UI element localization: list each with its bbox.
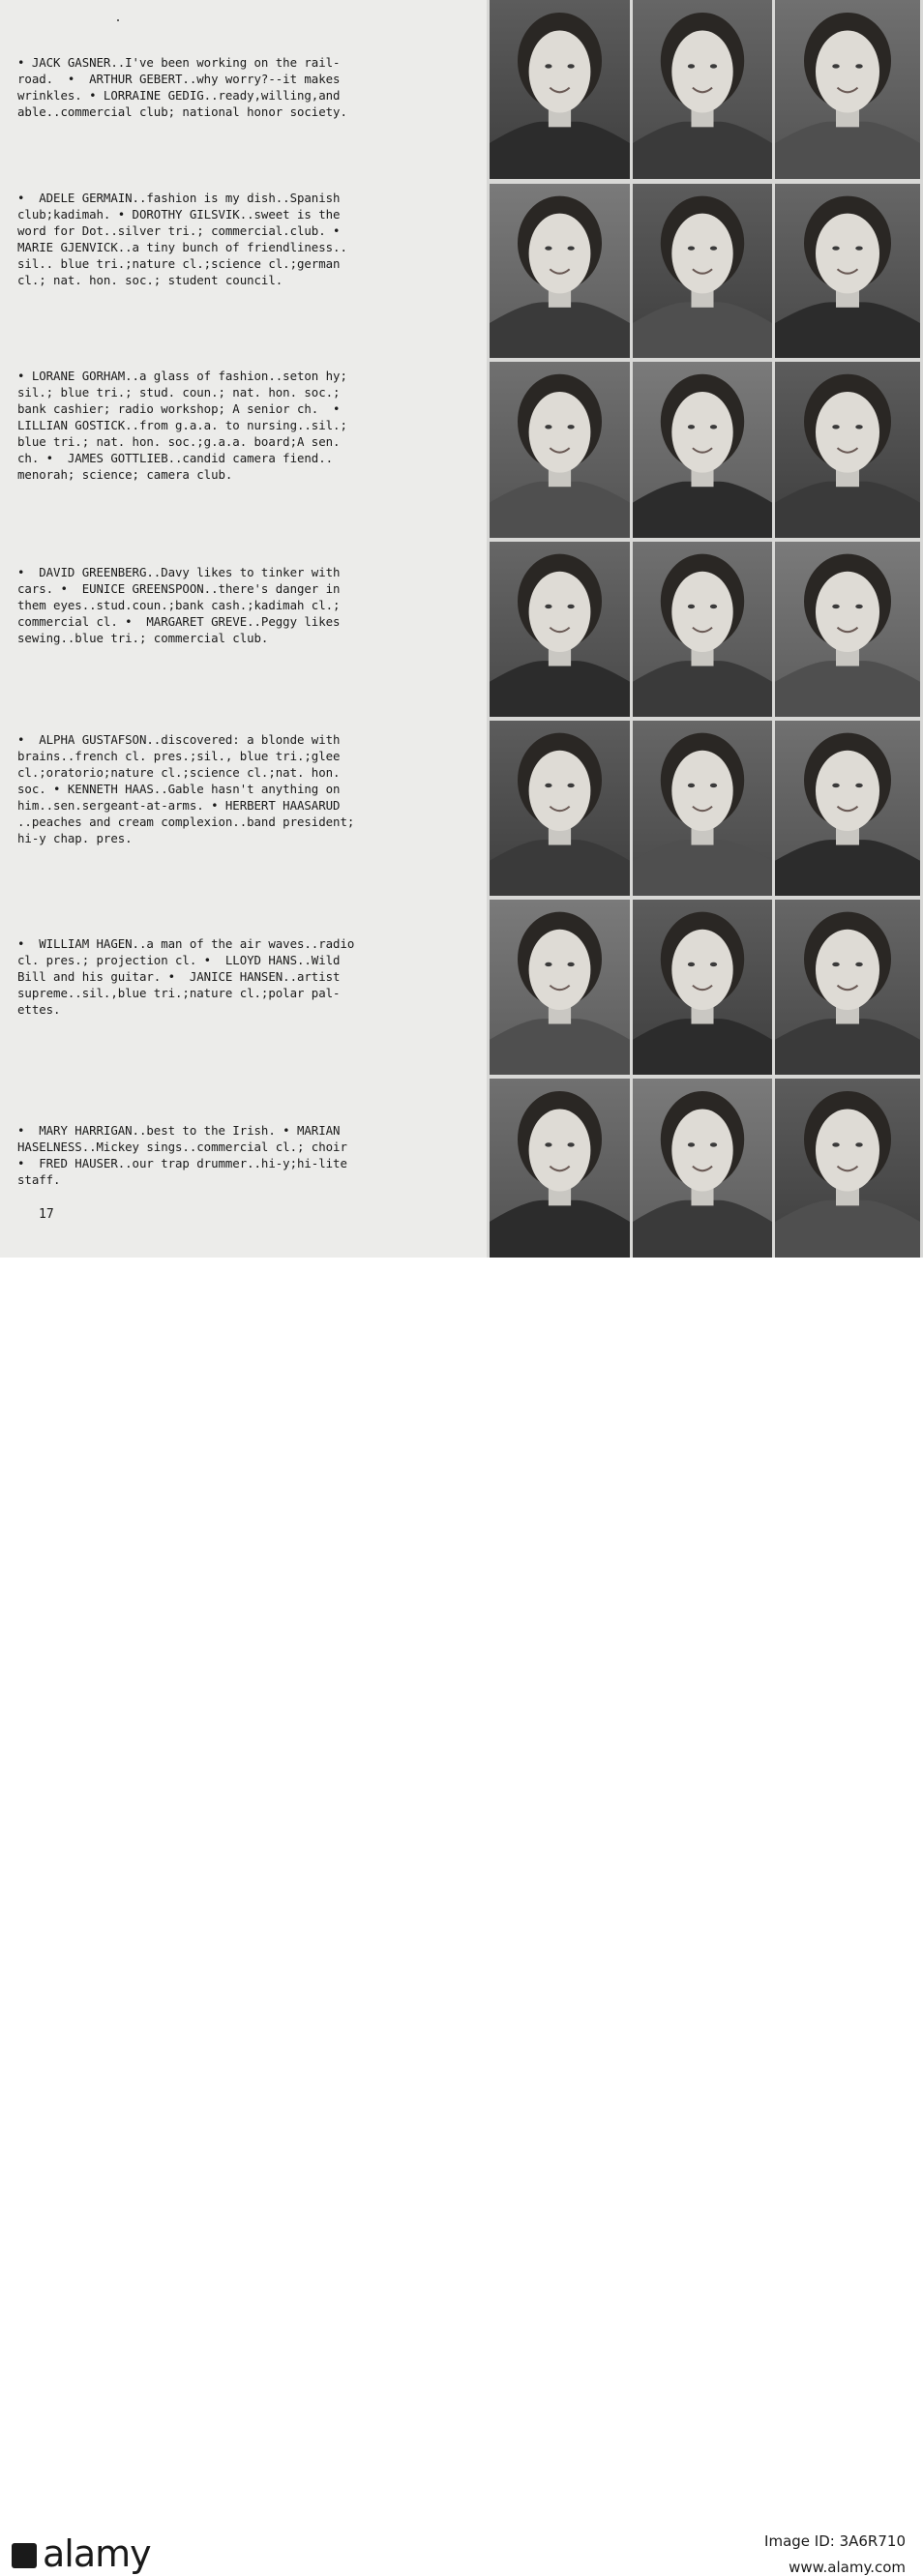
entry-line: MARIE GJENVICK..a tiny bunch of friendliness.. [17,240,347,254]
entry-line: • FRED HAUSER..our trap drummer..hi-y;hi-lite [17,1156,347,1170]
portrait-eye [688,64,695,68]
portrait-eye [832,962,840,966]
portrait-jack-gasner [490,0,630,179]
entry-line: ch. • JAMES GOTTLIEB..candid camera fiend.. [17,451,334,465]
portrait-dorothy-gilsvik [633,184,772,358]
portrait-shoulders [775,122,920,179]
page-number: 17 [39,1207,54,1222]
portrait-shoulders [775,1200,920,1258]
portrait-face [529,751,591,831]
portrait-eye [855,246,863,250]
portrait-face [671,1109,732,1191]
portrait-eye [688,246,695,250]
portrait-eye [545,64,551,68]
portrait-lillian-gostick [633,362,772,538]
entry-line: blue tri.; nat. hon. soc.;g.a.a. board;A sen. [17,434,341,449]
portrait-james-gottlieb [775,362,920,538]
portrait-eye [567,1142,574,1146]
portrait-mary-harrigan [490,1079,630,1258]
portrait-marian-haselness [633,1079,772,1258]
portrait-shoulders [490,122,630,179]
portrait-eye [545,962,551,966]
portrait-silhouette [633,721,772,896]
portrait-shoulders [775,840,920,896]
portrait-shoulders [490,840,630,896]
portrait-face [816,1109,879,1191]
portrait-eye [545,246,551,250]
entry-line: wrinkles. • LORRAINE GEDIG..ready,willing,and [17,88,341,103]
entry-block [17,54,464,120]
entry-line: sil.; blue tri.; stud. coun.; nat. hon. soc.; [17,385,341,400]
portrait-eye [688,605,695,608]
portrait-shoulders [775,1019,920,1075]
image-id: Image ID: 3A6R710 [764,2532,906,2550]
entry-line: hi-y chap. pres. [17,831,133,845]
portrait-shoulders [490,1019,630,1075]
portrait-face [671,214,732,294]
entry-block [17,935,464,1018]
portrait-eye [855,1142,863,1146]
portrait-eye [567,246,574,250]
entry-line: • ALPHA GUSTAFSON..discovered: a blonde with [17,732,341,747]
portrait-eye [710,246,717,250]
portrait-eye [710,962,717,966]
portrait-janice-hansen [775,900,920,1075]
portrait-face [671,930,732,1010]
entry-line: him..sen.sergeant-at-arms. • HERBERT HAASARUD [17,798,341,813]
yearbook-page [0,0,923,1258]
entry-line: brains..french cl. pres.;sil., blue tri.;glee [17,749,341,763]
portrait-eye [832,1142,840,1146]
portrait-shoulders [490,661,630,717]
portrait-silhouette [775,900,920,1075]
portrait-kenneth-haas [633,721,772,896]
portrait-eye [855,784,863,787]
portrait-eye [832,605,840,608]
portrait-silhouette [775,1079,920,1258]
site-url: www.alamy.com [789,2559,906,2576]
entry-block [17,731,464,846]
portrait-eye [855,605,863,608]
portrait-face [529,1109,591,1191]
entry-line: word for Dot..silver tri.; commercial.club. • [17,223,341,238]
alamy-logo-mark [12,2543,37,2568]
portrait-eye [855,425,863,429]
portrait-shoulders [490,482,630,538]
portrait-eye [855,64,863,68]
portrait-lorraine-gedig [775,0,920,179]
portrait-eye [567,784,574,787]
portrait-fred-hauser [775,1079,920,1258]
portrait-eye [710,1142,717,1146]
portrait-silhouette [633,900,772,1075]
portrait-shoulders [633,1200,772,1258]
entry-line: menorah; science; camera club. [17,467,233,482]
footer [0,1258,923,2576]
portrait-david-greenberg [490,542,630,717]
portrait-grid [487,0,923,1258]
portrait-eye [710,425,717,429]
portrait-shoulders [775,302,920,358]
entry-line: • DAVID GREENBERG..Davy likes to tinker with [17,565,341,579]
portrait-eye [688,784,695,787]
entry-line: staff. [17,1172,61,1187]
portrait-shoulders [633,840,772,896]
portrait-shoulders [633,302,772,358]
portrait-eye [832,784,840,787]
portrait-silhouette [490,900,630,1075]
portrait-silhouette [633,542,772,717]
portrait-shoulders [633,482,772,538]
portrait-face [816,392,879,473]
portrait-face [529,30,591,112]
speck [117,19,119,21]
entry-line: club;kadimah. • DOROTHY GILSVIK..sweet is the [17,207,341,222]
portrait-face [529,930,591,1010]
portrait-face [529,572,591,652]
portrait-eye [832,64,840,68]
portrait-silhouette [775,362,920,538]
portrait-lloyd-hans [633,900,772,1075]
entry-block [17,564,464,646]
entry-line: bank cashier; radio workshop; A senior ch. • [17,401,341,416]
portrait-lorane-gorham [490,362,630,538]
portrait-silhouette [775,721,920,896]
portrait-silhouette [633,0,772,179]
entry-line: soc. • KENNETH HAAS..Gable hasn't anything on [17,782,341,796]
entry-line: sil.. blue tri.;nature cl.;science cl.;german [17,256,341,271]
portrait-silhouette [490,721,630,896]
portrait-herbert-haasarud [775,721,920,896]
portrait-face [671,751,732,831]
portrait-shoulders [490,302,630,358]
entry-line: ..peaches and cream complexion..band president; [17,814,355,829]
portrait-eye [832,425,840,429]
entry-line: sewing..blue tri.; commercial club. [17,631,269,645]
entry-line: cl.; nat. hon. soc.; student council. [17,273,283,287]
entry-block [17,190,464,288]
entry-line: road. • ARTHUR GEBERT..why worry?--it makes [17,72,341,86]
alamy-logo [12,2532,151,2575]
portrait-eunice-greenspoon [633,542,772,717]
portrait-eye [710,64,717,68]
portrait-silhouette [775,0,920,179]
entry-line: cl. pres.; projection cl. • LLOYD HANS..Wild [17,953,341,967]
entry-line: • JACK GASNER..I've been working on the rail- [17,55,341,70]
entry-line: • ADELE GERMAIN..fashion is my dish..Spanish [17,191,341,205]
portrait-silhouette [490,542,630,717]
portrait-silhouette [775,184,920,358]
portrait-face [671,30,732,112]
portrait-shoulders [633,122,772,179]
portrait-eye [545,784,551,787]
portrait-face [529,392,591,473]
portrait-silhouette [633,184,772,358]
portrait-eye [567,64,574,68]
portrait-eye [545,425,551,429]
portrait-william-hagen [490,900,630,1075]
entry-line: supreme..sil.,blue tri.;nature cl.;polar pal- [17,986,341,1000]
alamy-logo-text: alamy [43,2532,151,2575]
portrait-silhouette [490,1079,630,1258]
entry-block [17,1122,464,1188]
portrait-arthur-gebert [633,0,772,179]
portrait-shoulders [775,482,920,538]
portrait-silhouette [633,362,772,538]
entry-block [17,368,464,483]
entry-line: • MARY HARRIGAN..best to the Irish. • MARIAN [17,1123,341,1138]
portrait-silhouette [490,362,630,538]
entry-line: able..commercial club; national honor society. [17,104,347,119]
entry-line: cars. • EUNICE GREENSPOON..there's danger in [17,581,341,596]
portrait-face [529,214,591,294]
portrait-shoulders [633,661,772,717]
portrait-silhouette [490,0,630,179]
portrait-silhouette [633,1079,772,1258]
entry-line: • LORANE GORHAM..a glass of fashion..seton hy; [17,369,347,383]
portrait-silhouette [490,184,630,358]
entry-line: Bill and his guitar. • JANICE HANSEN..artist [17,969,341,984]
portrait-face [816,751,879,831]
portrait-eye [567,962,574,966]
portrait-shoulders [775,661,920,717]
portrait-silhouette [775,542,920,717]
portrait-eye [567,605,574,608]
portrait-eye [545,1142,551,1146]
portrait-face [816,30,879,112]
portrait-eye [710,784,717,787]
portrait-shoulders [490,1200,630,1258]
portrait-margaret-greve [775,542,920,717]
entry-line: ettes. [17,1002,61,1017]
portrait-eye [688,1142,695,1146]
portrait-face [671,572,732,652]
portrait-eye [855,962,863,966]
portrait-adele-germain [490,184,630,358]
portrait-eye [710,605,717,608]
portrait-face [816,214,879,294]
portrait-eye [832,246,840,250]
entry-line: LILLIAN GOSTICK..from g.a.a. to nursing..sil.; [17,418,347,432]
entry-line: cl.;oratorio;nature cl.;science cl.;nat. hon. [17,765,341,780]
entry-line: them eyes..stud.coun.;bank cash.;kadimah cl.; [17,598,341,612]
portrait-eye [688,425,695,429]
entry-line: commercial cl. • MARGARET GREVE..Peggy likes [17,614,341,629]
portrait-alpha-gustafson [490,721,630,896]
entry-line: HASELNESS..Mickey sings..commercial cl.; choir [17,1140,347,1154]
portrait-shoulders [633,1019,772,1075]
portrait-eye [567,425,574,429]
portrait-eye [545,605,551,608]
portrait-face [816,572,879,652]
portrait-face [671,392,732,473]
portrait-face [816,930,879,1010]
portrait-eye [688,962,695,966]
entry-line: • WILLIAM HAGEN..a man of the air waves..radio [17,936,355,951]
portrait-marie-gjenvick [775,184,920,358]
